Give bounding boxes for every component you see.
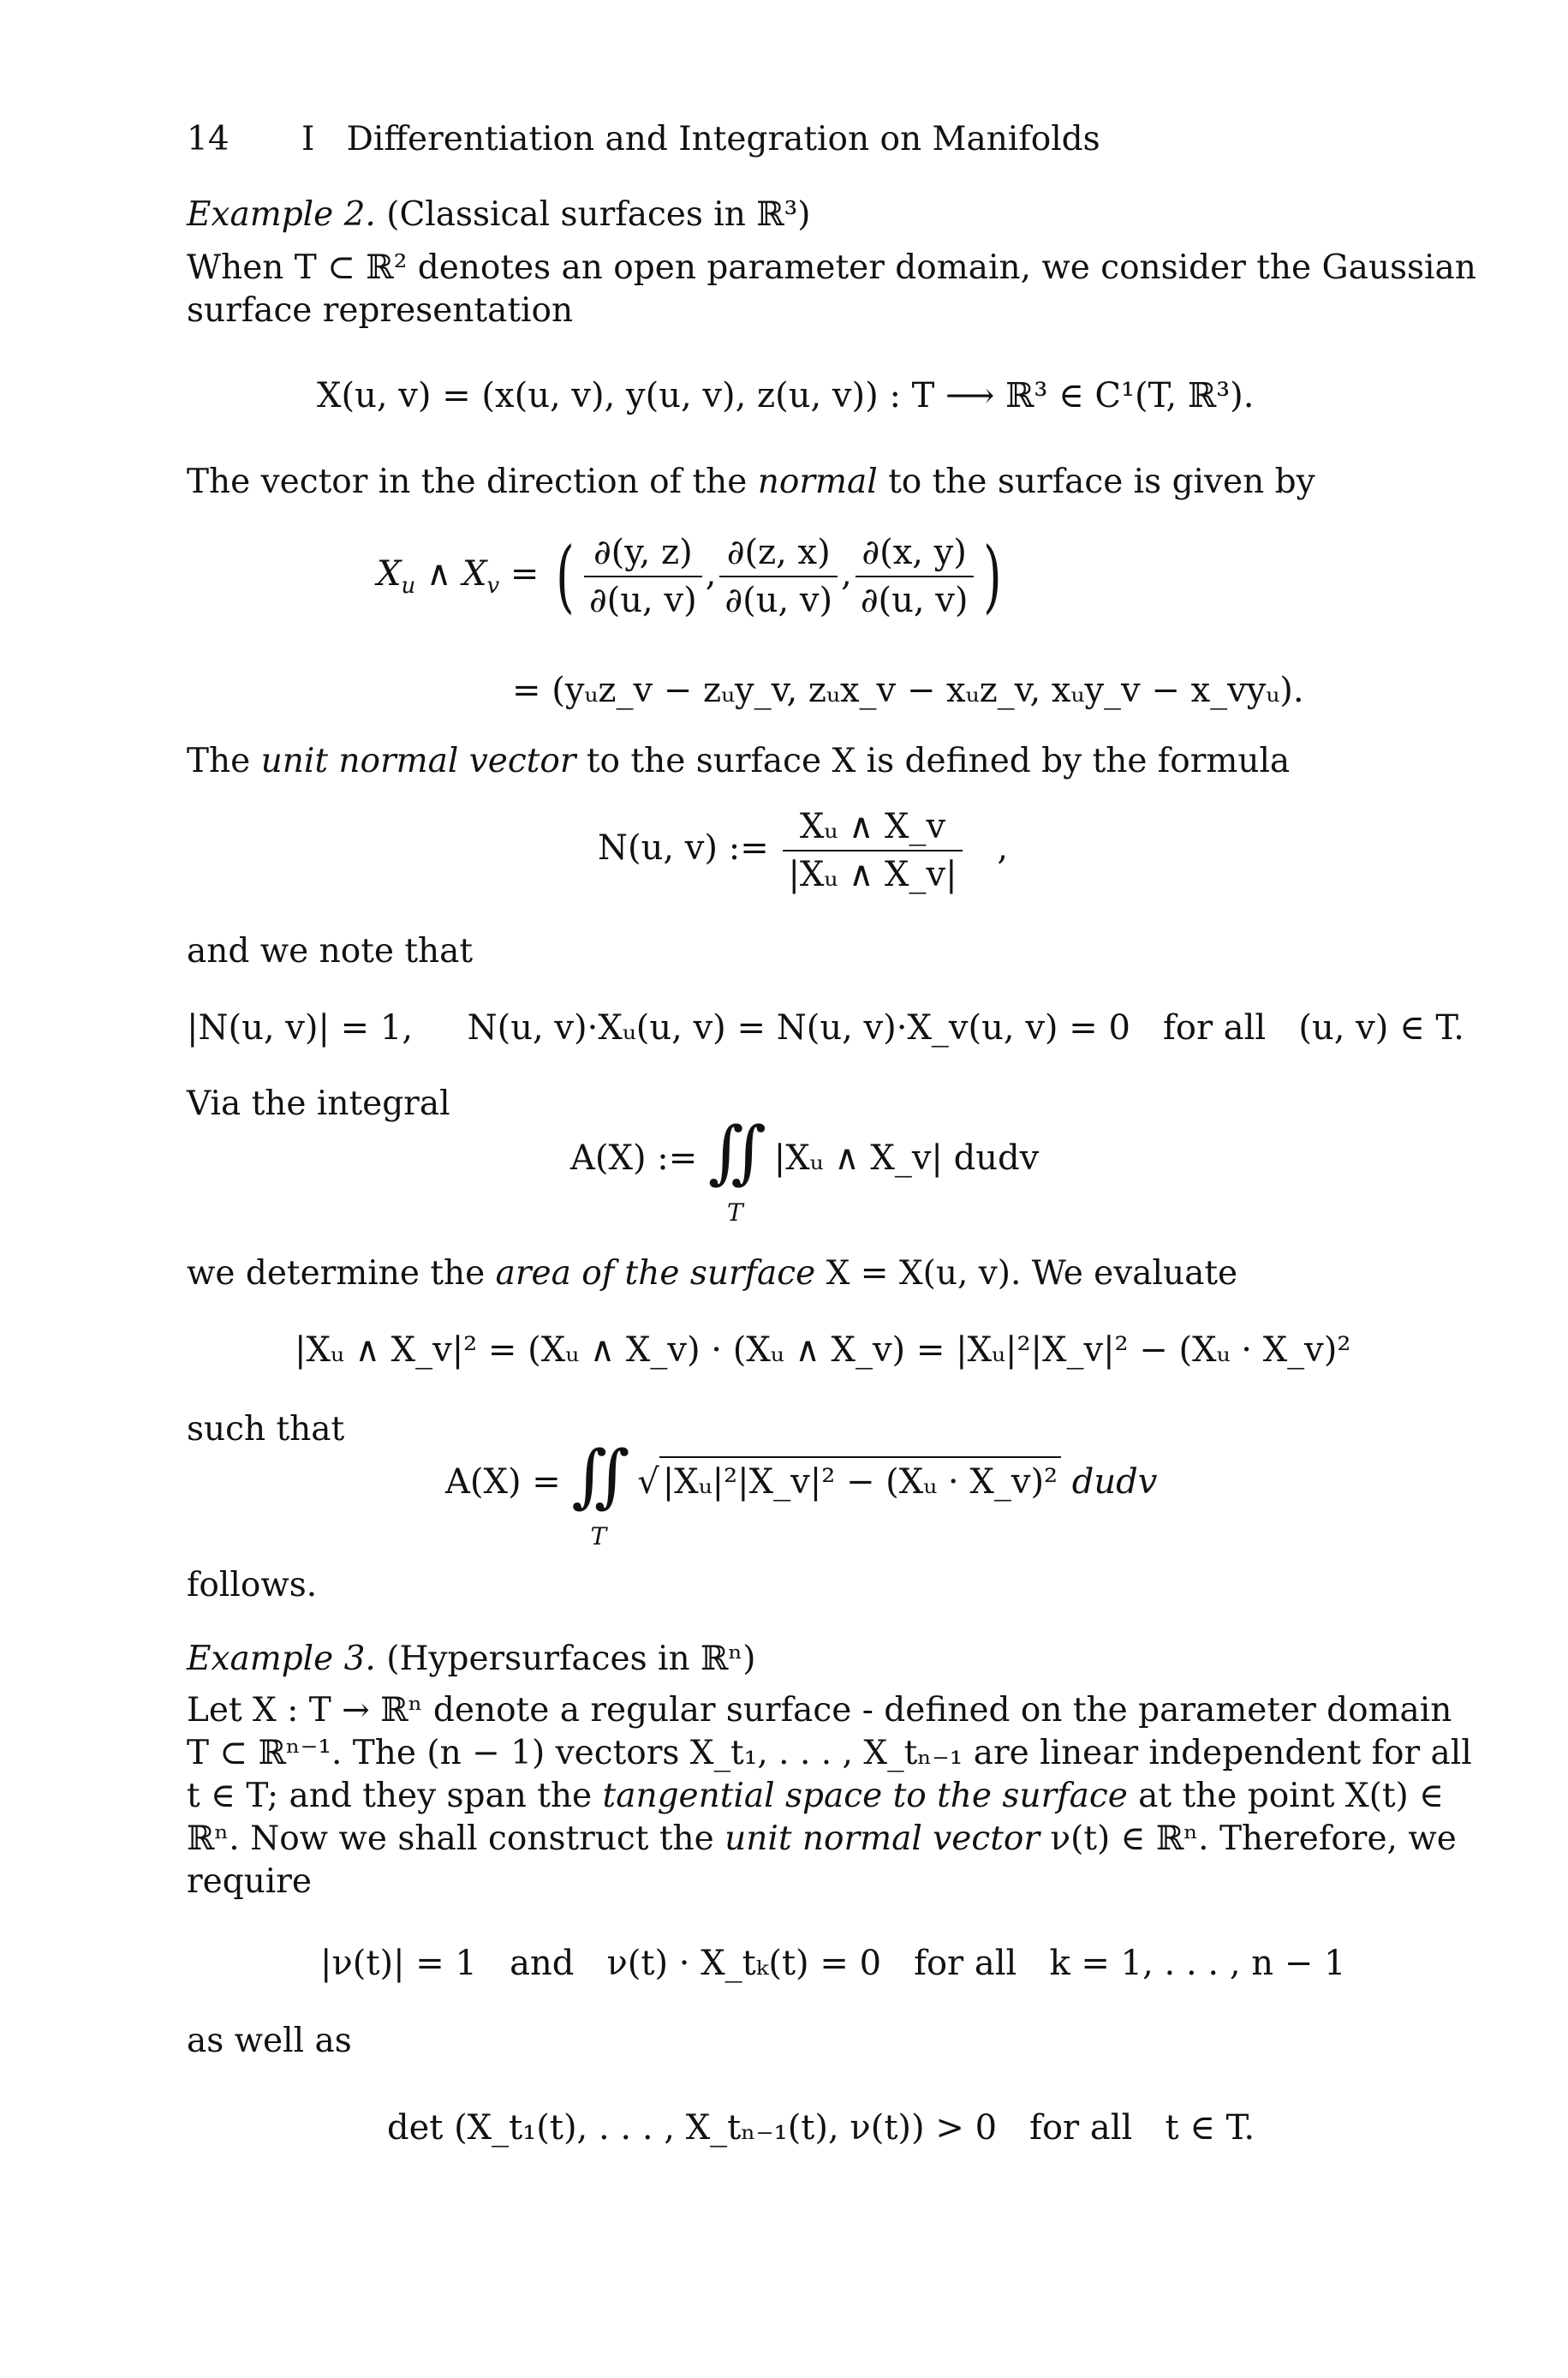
paragraph-unit-normal	[187, 740, 1290, 783]
eq-lhs: A(X) :=	[570, 1138, 698, 1178]
text-run: to the surface X is defined by the formula	[575, 742, 1291, 780]
eq-tail: dudv	[1071, 1462, 1158, 1502]
text-run: ν(t) ∈ ℝⁿ. Therefore, we	[1040, 1819, 1457, 1858]
eq-comma: ,	[997, 828, 1009, 868]
right-paren: )	[982, 530, 1002, 622]
paragraph-line: Let X : T → ℝⁿ denote a regular surface - defined on the parameter domain	[187, 1691, 1452, 1730]
emphasis-unit-normal-vector: unit normal vector	[724, 1819, 1040, 1858]
equation-normal-conditions: |ν(t)| = 1 and ν(t) · X_tₖ(t) = 0 for all k = 1, . . . , n − 1	[320, 1944, 1346, 1983]
fraction: $\frac{\partial(y, z)}{\partial(u, v)}$	[584, 529, 702, 624]
text-run: X = X(u, v). We evaluate	[815, 1254, 1238, 1293]
text-run: t ∈ T; and they span the	[187, 1777, 603, 1815]
paragraph-normal-intro	[187, 461, 1315, 504]
example-2-title: (Classical surfaces in ℝ³)	[386, 195, 811, 234]
eq-lhs: N(u, v) :=	[598, 828, 769, 868]
text-run: to the surface is given by	[877, 463, 1315, 501]
example-3-label: Example 3.	[187, 1640, 376, 1678]
emphasis-unit-normal: unit normal vector	[260, 742, 576, 780]
equation-normal-properties: |N(u, v)| = 1, N(u, v)·Xᵤ(u, v) = N(u, v)·X_v(u, v) = 0 for all (u, v) ∈ T.	[187, 1008, 1464, 1048]
paragraph-unit-normal-construct	[187, 1818, 1457, 1861]
example-2-label: Example 2.	[187, 195, 376, 234]
equation-unit-normal	[598, 804, 1008, 898]
paragraph-line: follows.	[187, 1566, 318, 1604]
fraction: $\frac{\partial(z, x)}{\partial(u, v)}$	[719, 529, 838, 624]
example-3-heading	[187, 1638, 755, 1681]
paragraph-line: such that	[187, 1410, 345, 1449]
emphasis-tangential: tangential space to the surface	[602, 1777, 1128, 1815]
text-run: ℝⁿ. Now we shall construct the	[187, 1819, 725, 1858]
text-run: The vector in the direction of the	[187, 463, 758, 501]
equation-area-formula	[445, 1436, 1158, 1550]
integrand: |Xᵤ ∧ X_v| dudv	[773, 1138, 1040, 1178]
paragraph-tangential	[187, 1775, 1444, 1818]
paragraph-line: surface representation	[187, 291, 574, 330]
sqrt-sign: √	[637, 1462, 659, 1502]
equation-wedge-norm: |Xᵤ ∧ X_v|² = (Xᵤ ∧ X_v) · (Xᵤ ∧ X_v) = |Xᵤ|²|X_v|² − (Xᵤ · X_v)²	[295, 1330, 1351, 1370]
text-run: we determine the	[187, 1254, 496, 1293]
paragraph-line: require	[187, 1862, 313, 1901]
emphasis-normal: normal	[757, 463, 878, 501]
equation-orientation: det (X_t₁(t), . . . , X_tₙ₋₁(t), ν(t)) > 0 for all t ∈ T.	[387, 2108, 1255, 2148]
emphasis-area: area of the surface	[495, 1254, 816, 1293]
paragraph-line: T ⊂ ℝⁿ⁻¹. The (n − 1) vectors X_t₁, . . . , X_tₙ₋₁ are linear independent for all	[187, 1734, 1472, 1772]
paragraph-line: When T ⊂ ℝ² denotes an open parameter domain, we consider the Gaussian	[187, 248, 1476, 287]
eq-symbol: X	[377, 554, 402, 594]
running-title: I Differentiation and Integration on Manifolds	[301, 120, 1100, 158]
text-run: The	[187, 742, 261, 780]
page-number: 14	[187, 120, 230, 158]
fraction: $\frac{\partial(x, y)}{\partial(u, v)}$	[856, 529, 974, 624]
paragraph-line: Via the integral	[187, 1084, 450, 1123]
equation-gaussian-representation: X(u, v) = (x(u, v), y(u, v), z(u, v)) : T ⟶ ℝ³ ∈ C¹(T, ℝ³).	[317, 376, 1255, 415]
equation-area-integral	[570, 1112, 1040, 1227]
paragraph-area-surface	[187, 1252, 1237, 1295]
text-run: at the point X(t) ∈	[1127, 1777, 1445, 1815]
paragraph-line: and we note that	[187, 932, 474, 971]
example-3-title: (Hypersurfaces in ℝⁿ)	[386, 1640, 756, 1678]
equation-wedge-components: = (yᵤz_v − zᵤy_v, zᵤx_v − xᵤz_v, xᵤy_v − x_vyᵤ).	[512, 671, 1304, 710]
left-paren: (	[556, 530, 575, 622]
eq-lhs: A(X) =	[445, 1462, 561, 1502]
double-integral: ∬ T	[708, 1112, 767, 1227]
fraction: $\frac{\text{Xᵤ ∧ X\_v}}{\text{|Xᵤ ∧ X\_v|}}$	[783, 804, 962, 898]
paragraph-line: as well as	[187, 2022, 352, 2060]
equation-wedge-product: $X_u$ ∧ $X_v$ = ( $\frac{\partial(y, z)}{\partial(u, v)}$ , $\frac{\partial(z, x)}{\partial(u, v)}$ , $\frac{\partial(x, y)}{\partial(u, v)}$ )	[377, 530, 1002, 622]
double-integral: ∬ T	[571, 1436, 630, 1550]
radicand: |Xᵤ|²|X_v|² − (Xᵤ · X_v)²	[659, 1456, 1061, 1506]
example-2-heading	[187, 194, 811, 236]
